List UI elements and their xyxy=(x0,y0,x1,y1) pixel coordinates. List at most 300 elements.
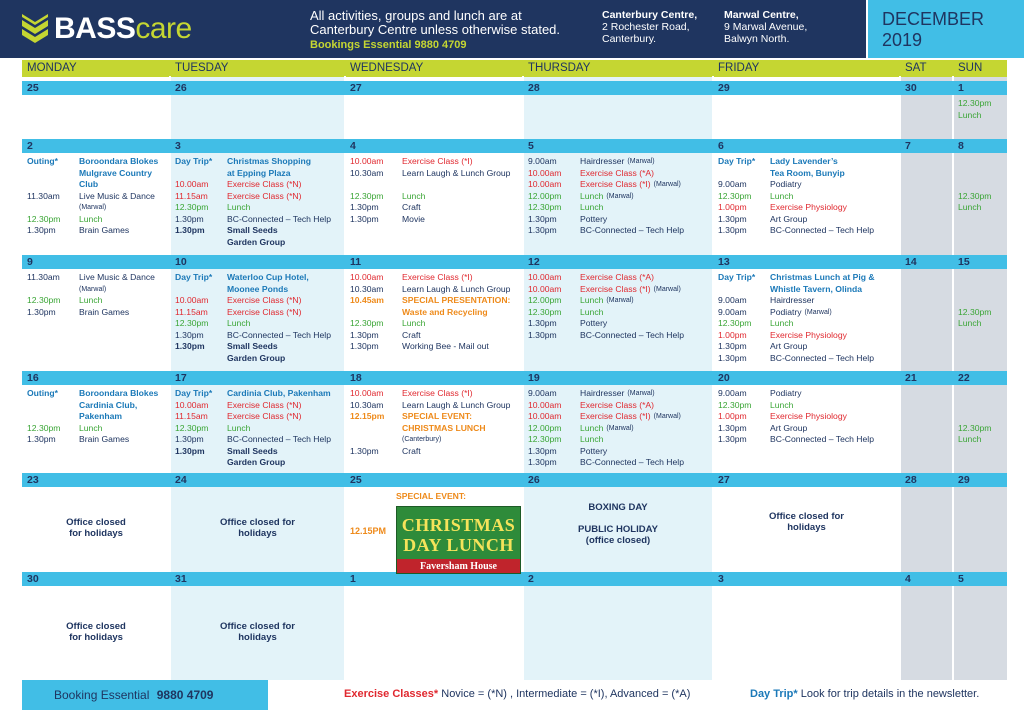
activity-time xyxy=(175,237,227,249)
activity-row xyxy=(175,272,342,284)
activity-name: Whistle Tavern, Olinda xyxy=(770,283,863,294)
activity-row xyxy=(718,388,897,400)
activity-name: Exercise Class (*A) xyxy=(580,399,655,410)
activity-name: Hairdresser xyxy=(580,388,625,398)
activity-name: Lunch xyxy=(958,202,982,212)
activity-name: Garden Group xyxy=(227,236,286,247)
activity-time xyxy=(958,411,1010,423)
activity-name: BC-Connected – Tech Help xyxy=(580,329,684,340)
calendar-header xyxy=(0,0,1024,58)
centre-address-line: Canterbury. xyxy=(602,33,657,45)
banner-line-2: DAY LUNCH xyxy=(403,535,514,555)
activity-row xyxy=(350,214,520,226)
booking-number: 9880 4709 xyxy=(156,688,214,702)
activity-name: Pakenham xyxy=(79,411,122,421)
activity-row xyxy=(175,434,342,446)
activity-time: 12.30pm xyxy=(958,190,992,201)
activity-time: 1.30pm xyxy=(350,213,379,224)
activity-time: 1.30pm xyxy=(175,213,204,224)
activity-time xyxy=(175,284,227,296)
christmas-day-lunch-banner xyxy=(396,506,521,574)
activity-row xyxy=(528,388,710,400)
activity-time: 9.00am xyxy=(528,388,557,398)
week-date-bar xyxy=(22,473,1007,487)
activity-name: Pottery xyxy=(580,318,608,328)
day-cell xyxy=(958,156,1004,214)
activity-name: Lunch xyxy=(402,318,426,328)
weekday-tuesday: TUESDAY xyxy=(175,62,229,74)
activity-name: Exercise Class (*I) xyxy=(580,411,651,421)
office-closed-notice: Office closed for holidays xyxy=(769,511,844,533)
activity-name: Lunch xyxy=(770,190,794,201)
venue-note: (Marwal) xyxy=(606,424,634,432)
week-date-bar xyxy=(22,255,1007,269)
activity-name: Mulgrave Country xyxy=(79,167,153,178)
activity-name: Cardinia Club, Pakenham xyxy=(227,388,331,398)
activity-time: 12.00pm xyxy=(528,295,562,305)
activity-row xyxy=(350,191,520,203)
activity-time: 12.30pm xyxy=(528,434,562,444)
activity-time xyxy=(958,179,1010,191)
activity-row xyxy=(27,388,167,400)
activity-time: 12.15pm xyxy=(350,411,385,421)
booking-label: Booking Essential xyxy=(54,688,150,702)
activity-time: 11.15am xyxy=(175,190,208,201)
activity-name: Pottery xyxy=(580,213,608,224)
activity-time: 12.30pm xyxy=(958,422,992,433)
activity-time xyxy=(350,307,402,319)
activity-time: 1.30pm xyxy=(718,225,747,235)
date-number: 24 xyxy=(175,474,187,486)
centre-name: Canterbury Centre, xyxy=(602,9,698,21)
activity-time xyxy=(27,179,79,191)
activity-name: Small Seeds xyxy=(227,445,278,456)
activity-row xyxy=(350,179,520,191)
centre-address-line: 9 Marwal Avenue, xyxy=(724,21,808,33)
activity-name: Exercise Class (*I) xyxy=(402,156,473,166)
activity-time: 12.30pm xyxy=(958,306,992,317)
activity-row xyxy=(27,202,167,214)
day-cell xyxy=(718,156,897,237)
activity-row xyxy=(350,156,520,168)
activity-row xyxy=(27,411,167,423)
activity-name: Hairdresser xyxy=(580,156,625,166)
date-number: 26 xyxy=(175,82,187,94)
activity-name: Exercise Class (*I) xyxy=(580,283,651,294)
activity-row xyxy=(528,225,710,237)
activity-name: Garden Group xyxy=(227,352,286,363)
weekday-wednesday: WEDNESDAY xyxy=(350,62,424,74)
activity-name: Exercise Class (*N) xyxy=(227,411,302,421)
activity-row xyxy=(175,179,342,191)
activity-name: Craft xyxy=(402,329,421,340)
activity-row xyxy=(528,202,710,214)
activity-name xyxy=(402,179,520,191)
activity-time: 1.00pm xyxy=(718,329,747,340)
date-number: 30 xyxy=(905,82,917,94)
activity-row xyxy=(528,168,710,180)
activity-name: Christmas Shopping xyxy=(227,156,312,166)
activity-name: Club xyxy=(79,179,99,189)
activity-time xyxy=(958,284,1010,296)
activity-row xyxy=(528,179,710,191)
activity-row xyxy=(27,168,167,180)
date-number: 8 xyxy=(958,140,964,152)
activity-name: Exercise Class (*N) xyxy=(227,190,302,201)
activity-row xyxy=(958,284,1004,296)
activity-name: Art Group xyxy=(770,341,808,351)
activity-time xyxy=(175,457,227,469)
activity-time: 1.30pm xyxy=(528,213,557,224)
activity-row xyxy=(958,400,1004,412)
special-event-label: SPECIAL EVENT: xyxy=(396,491,467,501)
day-cell xyxy=(175,272,342,364)
office-closed-notice: Office closed for holidays xyxy=(66,621,126,643)
activity-time: 1.30pm xyxy=(350,202,379,212)
day-cell xyxy=(528,272,710,341)
activity-time: 11.15am xyxy=(175,306,208,317)
activity-row xyxy=(27,400,167,412)
activity-row xyxy=(958,411,1004,423)
activity-name: SPECIAL PRESENTATION: xyxy=(402,295,511,305)
date-number: 3 xyxy=(718,573,724,585)
venue-note: (Marwal) xyxy=(606,192,634,200)
activity-name: (Marwal) xyxy=(79,204,107,211)
activity-row xyxy=(350,295,520,307)
activity-row xyxy=(350,272,520,284)
activity-time xyxy=(27,411,79,423)
day-cell xyxy=(528,156,710,237)
activity-time xyxy=(718,284,770,296)
activity-time: 11.30am xyxy=(27,190,60,201)
date-number: 13 xyxy=(718,256,730,268)
activity-time: 1.30pm xyxy=(718,434,747,444)
venue-note: (Marwal) xyxy=(653,181,681,188)
activity-row xyxy=(718,400,897,412)
activity-name: Brain Games xyxy=(79,306,130,317)
date-number: 12 xyxy=(528,256,540,268)
date-number: 2 xyxy=(528,573,534,585)
activity-row xyxy=(958,168,1004,180)
activity-time: 11.30am xyxy=(27,272,60,282)
activity-row xyxy=(718,330,897,342)
activity-time xyxy=(958,168,1010,180)
activity-time: 10.00am xyxy=(528,167,562,178)
activity-row xyxy=(718,423,897,435)
activity-time: 12.30pm xyxy=(27,295,61,305)
activity-row xyxy=(718,284,897,296)
activity-name: Podiatry xyxy=(770,306,802,317)
activity-time: 12.30pm xyxy=(175,318,209,328)
activity-time: 10.00am xyxy=(175,179,209,189)
activity-name: Exercise Class (*N) xyxy=(227,399,302,410)
activity-time: 1.30pm xyxy=(27,434,56,444)
activity-row xyxy=(175,307,342,319)
date-number: 18 xyxy=(350,372,362,384)
venue-note: (Marwal) xyxy=(804,308,832,316)
weekday-header xyxy=(22,60,1007,77)
activity-row xyxy=(350,284,520,296)
activity-row xyxy=(528,284,710,296)
activity-row xyxy=(350,330,520,342)
calendar-grid xyxy=(22,58,1007,680)
activity-time: 9.00am xyxy=(718,306,747,317)
date-number: 22 xyxy=(958,372,970,384)
activity-row xyxy=(175,295,342,307)
activity-time: 1.30pm xyxy=(718,422,747,433)
activity-row xyxy=(350,168,520,180)
activity-row xyxy=(175,446,342,458)
day-cell xyxy=(27,388,167,446)
activity-time: 1.30pm xyxy=(350,329,379,340)
date-number: 17 xyxy=(175,372,187,384)
activity-row xyxy=(175,388,342,400)
activity-name: Exercise Class (*A) xyxy=(580,167,655,178)
activity-time: 1.30pm xyxy=(175,445,205,456)
activity-time xyxy=(350,179,402,191)
activity-row xyxy=(350,446,520,458)
activity-name: Boroondara Blokes xyxy=(79,388,159,398)
activity-row xyxy=(27,295,167,307)
week-date-bar xyxy=(22,371,1007,385)
activity-row xyxy=(528,214,710,226)
activity-name: Brain Games xyxy=(79,434,130,444)
activity-time: 1.30pm xyxy=(718,352,747,363)
activity-time xyxy=(27,202,79,214)
activity-row xyxy=(718,307,897,319)
activity-row xyxy=(27,156,167,168)
activity-time: 12.30pm xyxy=(350,190,384,201)
activity-name: Craft xyxy=(402,445,421,456)
activity-row xyxy=(528,423,710,435)
activity-name: Exercise Physiology xyxy=(770,411,847,421)
activity-name: Lady Lavender’s xyxy=(770,156,838,166)
activity-name: Exercise Class (*I) xyxy=(402,388,473,398)
activity-name: Lunch xyxy=(580,306,604,317)
activity-row xyxy=(718,341,897,353)
activity-row xyxy=(175,411,342,423)
date-number: 27 xyxy=(718,474,730,486)
activity-row xyxy=(27,225,167,237)
activity-time: 10.00am xyxy=(528,399,562,410)
activity-time: 9.00am xyxy=(528,156,557,166)
day-cell xyxy=(27,156,167,237)
activity-time: 1.30pm xyxy=(718,341,747,351)
day-cell xyxy=(350,156,520,225)
activity-time: 12.30pm xyxy=(350,318,384,328)
activity-time: 1.30pm xyxy=(350,445,379,456)
activity-row xyxy=(718,272,897,284)
activity-row xyxy=(528,307,710,319)
date-number: 29 xyxy=(718,82,730,94)
activity-row xyxy=(528,446,710,458)
logo-text-care: care xyxy=(135,12,192,45)
activity-row xyxy=(958,272,1004,284)
activity-name: BC-Connected – Tech Help xyxy=(227,329,331,340)
date-number: 23 xyxy=(27,474,39,486)
activity-row xyxy=(175,168,342,180)
activity-row xyxy=(528,272,710,284)
activity-row xyxy=(528,295,710,307)
banner-line-1: CHRISTMAS xyxy=(401,515,516,535)
activity-row xyxy=(27,423,167,435)
activity-time: 12.30pm xyxy=(528,306,562,317)
activity-name: Exercise Class (*N) xyxy=(227,295,302,305)
day-cell xyxy=(175,388,342,469)
day-cell xyxy=(718,388,897,446)
activity-row xyxy=(350,388,520,400)
activity-row xyxy=(718,214,897,226)
activity-name: SPECIAL EVENT: xyxy=(402,411,473,421)
activity-time: 1.30pm xyxy=(350,341,379,351)
activity-row xyxy=(718,179,897,191)
venue-note: (Marwal) xyxy=(653,285,681,293)
activity-time xyxy=(27,400,79,412)
activity-row xyxy=(528,457,710,469)
activity-time: 9.00am xyxy=(718,295,747,305)
boxing-day-label: BOXING DAY xyxy=(588,502,648,513)
activity-time: 1.30pm xyxy=(175,225,205,235)
day-trip-label: Day Trip* xyxy=(750,688,798,700)
activity-row xyxy=(958,179,1004,191)
activity-row xyxy=(175,214,342,226)
activity-name: Lunch xyxy=(958,318,982,328)
activity-row xyxy=(718,225,897,237)
weekday-sun: SUN xyxy=(958,62,983,74)
activity-time: 9.00am xyxy=(718,388,747,398)
exercise-legend xyxy=(344,688,690,700)
venue-note: (Marwal) xyxy=(627,390,655,397)
activity-name: Garden Group xyxy=(227,457,286,467)
activity-time xyxy=(175,168,227,180)
activity-name: Lunch xyxy=(580,422,604,433)
activity-row xyxy=(27,272,167,284)
venue-note: (Marwal) xyxy=(627,158,655,165)
activity-row xyxy=(175,400,342,412)
day-cell xyxy=(958,272,1004,330)
activity-name: Lunch xyxy=(79,422,103,433)
day-cell xyxy=(958,388,1004,446)
activity-name: Lunch xyxy=(402,190,426,201)
activity-name: Craft xyxy=(402,202,421,212)
activity-time: 10.00am xyxy=(528,411,562,421)
activity-name: Lunch xyxy=(580,190,604,201)
activity-row xyxy=(718,434,897,446)
activity-row xyxy=(528,156,710,168)
activity-row xyxy=(175,202,342,214)
activity-row xyxy=(718,353,897,365)
activity-time: 12.30pm xyxy=(27,422,61,433)
activity-time: 12.30pm xyxy=(27,213,61,224)
activity-time: 10.45am xyxy=(350,295,384,305)
booking-essential-box xyxy=(22,680,268,710)
month-title xyxy=(882,9,984,51)
activity-row xyxy=(27,307,167,319)
activity-row xyxy=(27,434,167,446)
activity-time: Outing* xyxy=(27,156,59,166)
activity-name: Learn Laugh & Lunch Group xyxy=(402,167,511,178)
activity-row xyxy=(27,179,167,191)
centre-address-line: 2 Rochester Road, xyxy=(602,21,690,33)
activity-row xyxy=(528,411,710,423)
activity-name: BC-Connected – Tech Help xyxy=(580,457,684,467)
date-number: 20 xyxy=(718,372,730,384)
exercise-legend-text: Novice = (*N) , Intermediate = (*I), Advanced = (*A) xyxy=(438,688,691,700)
activity-time: 10.30am xyxy=(350,167,384,178)
activity-name: Exercise Class (*N) xyxy=(227,306,302,317)
activity-name: Movie xyxy=(402,213,425,224)
activity-row xyxy=(350,307,520,319)
activity-time: 12.30pm xyxy=(718,318,752,328)
activity-row xyxy=(718,318,897,330)
activity-name: Moonee Ponds xyxy=(227,283,289,294)
activity-time: 10.00am xyxy=(175,295,209,305)
activity-time: Day Trip* xyxy=(718,272,756,282)
activity-time: 10.00am xyxy=(350,272,384,282)
activity-name: (Canterbury) xyxy=(402,436,442,443)
exercise-legend-label: Exercise Classes* xyxy=(344,688,439,700)
activity-name: Exercise Physiology xyxy=(770,329,847,340)
activity-name: Working Bee - Mail out xyxy=(402,341,489,351)
activity-name: Lunch xyxy=(227,422,251,433)
activity-time xyxy=(958,388,1010,400)
activity-name: Podiatry xyxy=(770,388,802,398)
day-cell xyxy=(27,272,167,318)
activity-time: 10.00am xyxy=(175,399,209,410)
activity-row xyxy=(350,318,520,330)
date-number: 19 xyxy=(528,372,540,384)
canterbury-centre-address xyxy=(602,9,717,45)
date-number: 10 xyxy=(175,256,187,268)
activity-name: Art Group xyxy=(770,213,808,224)
date-number: 9 xyxy=(27,256,33,268)
activity-name: Hairdresser xyxy=(770,295,815,305)
activity-time: 1.30pm xyxy=(175,341,205,351)
activity-name: Exercise Class (*I) xyxy=(580,179,651,189)
date-number: 15 xyxy=(958,256,970,268)
activity-name: CHRISTMAS LUNCH xyxy=(402,422,486,433)
public-holiday-label: PUBLIC HOLIDAY xyxy=(578,524,658,535)
activity-row xyxy=(958,388,1004,400)
activity-time: Day Trip* xyxy=(175,156,213,166)
activity-row xyxy=(958,295,1004,307)
date-number: 29 xyxy=(958,474,970,486)
date-number: 5 xyxy=(528,140,534,152)
date-number: 28 xyxy=(905,474,917,486)
day-trip-note xyxy=(750,688,979,700)
activity-row xyxy=(350,434,520,446)
activity-time xyxy=(27,284,79,296)
activity-row xyxy=(175,191,342,203)
activity-time: 1.30pm xyxy=(528,457,557,467)
office-closed-notice: Office closed for holidays xyxy=(66,517,126,539)
activity-time: 1.30pm xyxy=(175,434,204,444)
weekday-monday: MONDAY xyxy=(27,62,77,74)
activity-time: 1.30pm xyxy=(27,306,56,317)
activity-name: BC-Connected – Tech Help xyxy=(227,434,331,444)
activity-name: Lunch xyxy=(958,434,982,444)
centre-name: Marwal Centre, xyxy=(724,9,799,21)
activity-time: 1.30pm xyxy=(528,445,557,456)
notice-line-2: Canterbury Centre unless otherwise stated. xyxy=(310,22,561,37)
activity-time: 9.00am xyxy=(718,179,747,189)
basscare-logo xyxy=(22,10,192,48)
date-number: 31 xyxy=(175,573,187,585)
activity-time: 10.30am xyxy=(350,399,384,410)
activity-name: Cardinia Club, xyxy=(79,399,138,410)
activity-row xyxy=(175,225,342,237)
activity-time: Day Trip* xyxy=(175,388,213,398)
